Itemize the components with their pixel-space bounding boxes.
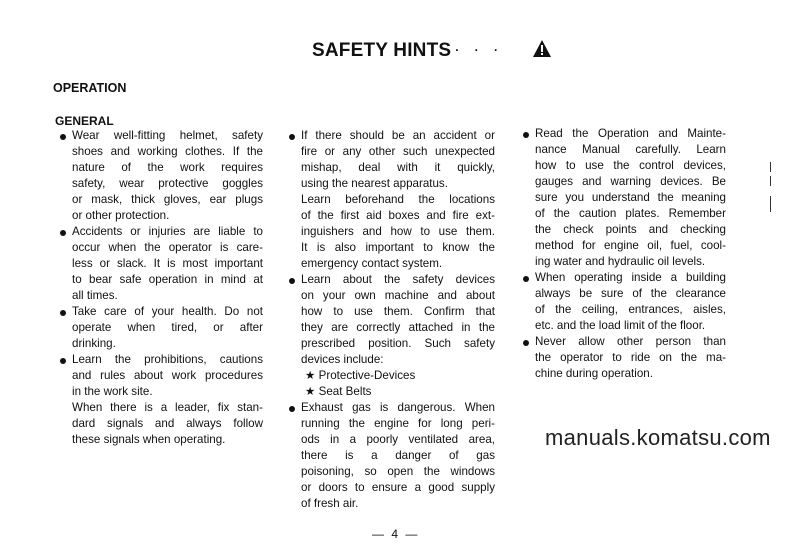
bullet-icon <box>60 134 66 140</box>
text-line: safety, wear protective goggles <box>72 177 263 190</box>
text-line: nance Manual carefully. Learn <box>535 143 726 156</box>
warning-triangle-icon <box>533 40 551 57</box>
text-line: mishap, deal with it quickly, <box>301 161 495 174</box>
bullet-item <box>301 128 495 272</box>
text-line: Take care of your health. Do not <box>72 305 263 318</box>
bullet-item <box>72 352 263 448</box>
text-line: ods in a poorly ventilated area, <box>301 433 495 446</box>
bullet-icon <box>60 230 66 236</box>
bullet-item <box>72 224 263 304</box>
text-line: less or slack. It is most important <box>72 257 263 270</box>
text-line: ★ Protective-Devices <box>305 369 416 382</box>
bullet-item <box>301 400 495 512</box>
text-line: chine during operation. <box>535 367 653 380</box>
bullet-icon <box>289 278 295 284</box>
bullet-item <box>535 334 726 382</box>
bullet-icon <box>60 310 66 316</box>
text-line: devices include: <box>301 353 384 366</box>
text-line: When operating inside a building <box>535 271 726 284</box>
bullet-item <box>72 304 263 352</box>
text-line: sure you understand the meaning <box>535 191 726 204</box>
margin-mark <box>770 196 771 212</box>
text-line: method for engine oil, fuel, cool- <box>535 239 726 252</box>
text-line: all times. <box>72 289 118 302</box>
page-number: — 4 — <box>372 527 420 541</box>
text-line: Learn the prohibitions, cautions <box>72 353 263 366</box>
text-line: It is also important to know the <box>301 241 495 254</box>
text-line: operate when tired, or after <box>72 321 263 334</box>
text-column-3 <box>535 126 726 382</box>
text-line: of fresh air. <box>301 497 359 510</box>
text-line: how to use them. Confirm that <box>301 305 495 318</box>
bullet-icon <box>523 340 529 346</box>
margin-mark <box>770 176 771 186</box>
text-line: the check points and checking <box>535 223 726 236</box>
bullet-item <box>535 126 726 270</box>
text-line: they are correctly attached in the <box>301 321 495 334</box>
text-line: inguishers and how to use them. <box>301 225 495 238</box>
text-line: When there is a leader, fix stan- <box>72 401 263 414</box>
bullet-icon <box>289 134 295 140</box>
text-line: Exhaust gas is dangerous. When <box>301 401 495 414</box>
bullet-icon <box>523 276 529 282</box>
text-line: of the ceiling, entrances, aisles, <box>535 303 726 316</box>
text-line: in the work site. <box>72 385 153 398</box>
text-line: using the nearest apparatus. <box>301 177 448 190</box>
title-text: SAFETY HINTS <box>312 40 452 61</box>
margin-mark <box>770 162 771 172</box>
text-line: Accidents or injuries are liable to <box>72 225 263 238</box>
text-line: of the caution plates. Remember <box>535 207 726 220</box>
text-line: and rules about work procedures <box>72 369 263 382</box>
text-line: or mask, thick gloves, ear plugs <box>72 193 263 206</box>
text-line: always be sure of the clearance <box>535 287 726 300</box>
text-line: ing water and hydraulic oil levels. <box>535 255 706 268</box>
text-line: there is a danger of gas <box>301 449 495 462</box>
text-column-2 <box>301 128 495 512</box>
text-line: dard signals and always follow <box>72 417 263 430</box>
text-line: or other protection. <box>72 209 170 222</box>
text-line: gauges and warning devices. Be <box>535 175 726 188</box>
text-line: shoes and working clothes. If the <box>72 145 263 158</box>
text-line: drinking. <box>72 337 116 350</box>
text-line: or doors to ensure a good supply <box>301 481 495 494</box>
text-line: to bear safe operation in mind at <box>72 273 263 286</box>
bullet-item <box>72 128 263 224</box>
title-dots: · · · <box>455 43 504 57</box>
text-line: these signals when operating. <box>72 433 226 446</box>
text-line: the operator to ride on the ma- <box>535 351 726 364</box>
text-line: Wear well-fitting helmet, safety <box>72 129 263 142</box>
bullet-item <box>535 270 726 334</box>
text-line: occur when the operator is care- <box>72 241 263 254</box>
bullet-icon <box>60 358 66 364</box>
text-line: Never allow other person than <box>535 335 726 348</box>
text-line: of the first aid boxes and fire ext- <box>301 209 495 222</box>
text-line: Read the Operation and Mainte- <box>535 127 726 140</box>
text-line: Learn about the safety devices <box>301 273 495 286</box>
subsection-heading: GENERAL <box>55 114 114 128</box>
page-title <box>312 40 504 62</box>
text-line: If there should be an accident or <box>301 129 495 142</box>
text-line: emergency contact system. <box>301 257 443 270</box>
section-heading: OPERATION <box>53 81 127 95</box>
text-line: nature of the work requires <box>72 161 263 174</box>
text-line: Learn beforehand the locations <box>301 193 495 206</box>
text-line: fire or any other such unexpected <box>301 145 495 158</box>
text-line: prescribed position. Such safety <box>301 337 495 350</box>
text-line: ★ Seat Belts <box>305 385 372 398</box>
text-line: poisoning, so open the windows <box>301 465 495 478</box>
text-line: on your own machine and about <box>301 289 495 302</box>
bullet-item <box>301 272 495 400</box>
bullet-icon <box>289 406 295 412</box>
watermark: manuals.komatsu.com <box>545 425 771 450</box>
text-line: how to use the control devices, <box>535 159 726 172</box>
bullet-icon <box>523 132 529 138</box>
text-line: running the engine for long peri- <box>301 417 495 430</box>
text-column-1 <box>72 128 263 448</box>
text-line: etc. and the load limit of the floor. <box>535 319 706 332</box>
